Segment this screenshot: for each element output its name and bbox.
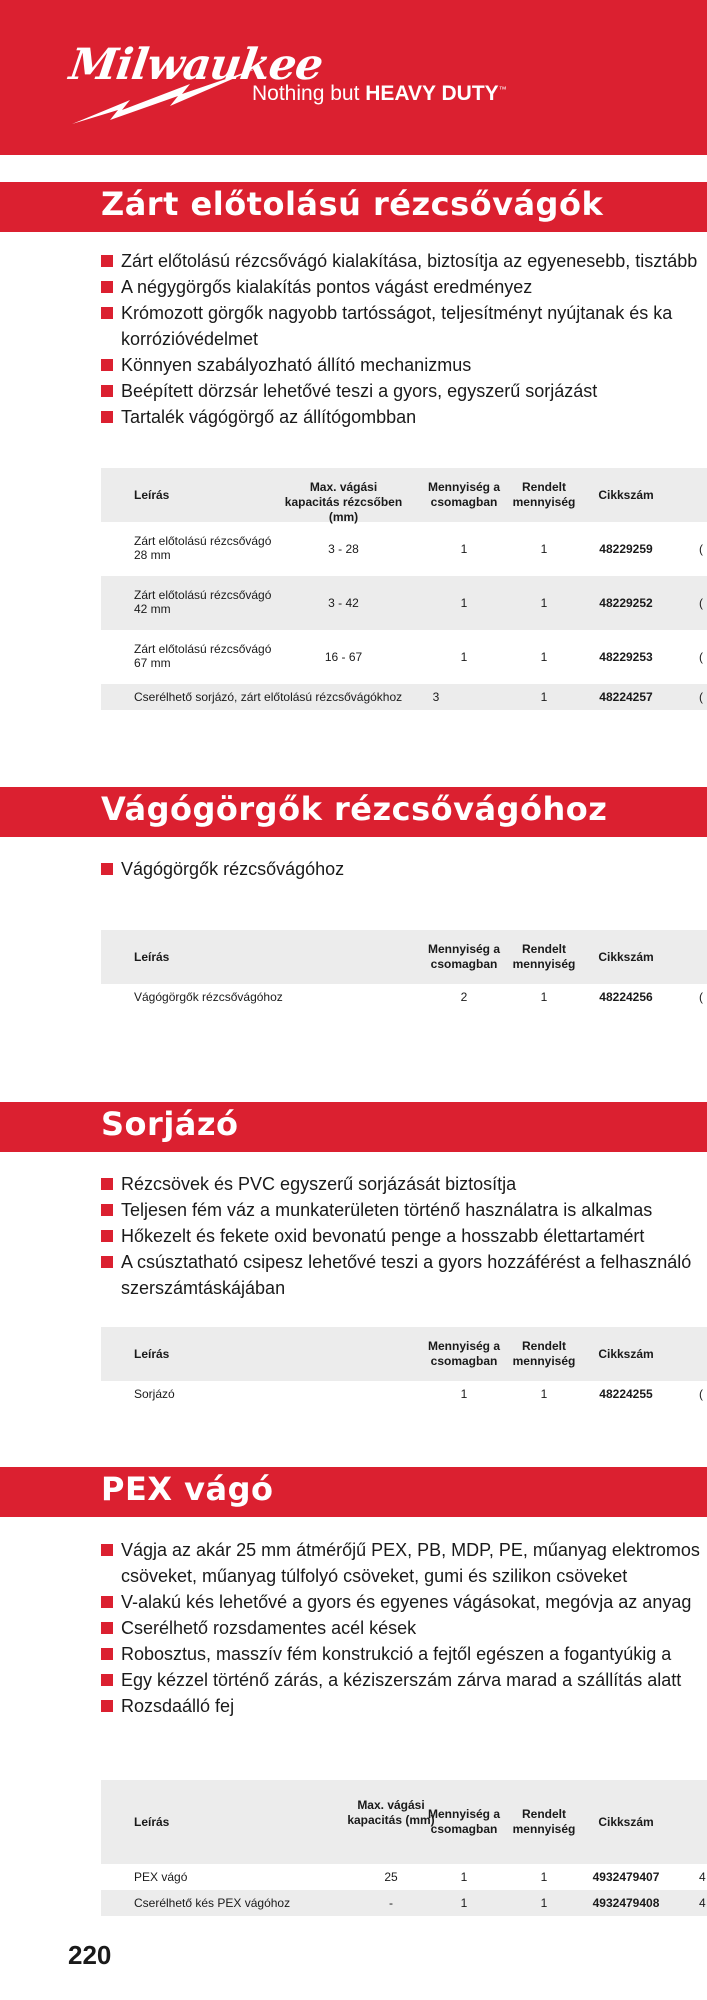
section-bar — [0, 787, 707, 837]
feature-list — [101, 1171, 691, 1301]
col-header-order-qty: Rendelt mennyiség — [512, 1807, 576, 1836]
cell-description: Cserélhető sorjázó, zárt előtolású rézcsővágókhoz — [134, 690, 403, 704]
feature-item: Rozsdaálló fej — [101, 1693, 700, 1719]
cell-description: Zárt előtolású rézcsővágó 28 mm — [134, 534, 272, 562]
cell-capacity: - — [389, 1896, 393, 1910]
feature-item: Rézcsövek és PVC egyszerű sorjázását biztosítja — [101, 1171, 691, 1197]
col-header-order-qty: Rendelt mennyiség — [512, 1339, 576, 1368]
cell-sku: 48224256 — [599, 990, 653, 1004]
cell-order-qty: 1 — [540, 1387, 548, 1401]
cell-order-qty: 1 — [540, 650, 548, 664]
cell-capacity: 3 - 42 — [328, 596, 359, 610]
cell-sku: 48224257 — [599, 690, 653, 704]
table-row — [101, 984, 707, 1010]
feature-item: Egy kézzel történő zárás, a kéziszerszám zárva marad a szállítás alatt — [101, 1667, 700, 1693]
cell-pack-qty: 3 — [432, 690, 440, 704]
cell-description: Zárt előtolású rézcsővágó 67 mm — [134, 642, 272, 670]
brand-header — [0, 0, 707, 155]
table-row — [101, 1864, 707, 1890]
feature-item-continued: szerszámtáskájában — [121, 1278, 286, 1298]
tagline-bold: HEAVY DUTY — [365, 82, 499, 105]
col-header-description: Leírás — [134, 1347, 170, 1361]
feature-list — [101, 1537, 700, 1719]
feature-item: Teljesen fém váz a munkaterületen történő használatra is alkalmas — [101, 1197, 691, 1223]
cell-sku: 4932479407 — [592, 1870, 660, 1884]
table-header — [101, 1780, 707, 1864]
feature-item: Robosztus, masszív fém konstrukció a fejtől egészen a fogantyúkig a — [101, 1641, 700, 1667]
col-header-pack-qty: Mennyiség a csomagban — [427, 1339, 501, 1368]
feature-item: Krómozott görgők nagyobb tartósságot, teljesítményt nyújtanak és ka — [101, 300, 697, 326]
col-header-order-qty: Rendelt mennyiség — [512, 480, 576, 509]
col-header-pack-qty: Mennyiség a csomagban — [427, 1807, 501, 1836]
col-header-capacity: Max. vágási kapacitás rézcsőben (mm) — [284, 480, 403, 524]
col-header-sku: Cikkszám — [598, 488, 654, 502]
tagline-prefix: Nothing but — [252, 82, 366, 105]
table-header — [101, 468, 707, 522]
cell-capacity: 16 - 67 — [324, 650, 363, 664]
table-row — [101, 1890, 707, 1916]
col-header-pack-qty: Mennyiség a csomagban — [427, 942, 501, 971]
feature-item-continued: csöveket, műanyag túlfolyó csöveket, gumi és szilikon csöveket — [121, 1566, 628, 1586]
feature-item: Hőkezelt és fekete oxid bevonatú penge a hosszabb élettartamért — [101, 1223, 691, 1249]
cell-order-qty: 1 — [540, 690, 548, 704]
feature-list — [101, 248, 697, 430]
cell-capacity: 3 - 28 — [328, 542, 359, 556]
feature-item: Cserélhető rozsdamentes acél kések — [101, 1615, 700, 1641]
section-title: Vágógörgők rézcsővágóhoz — [101, 790, 608, 828]
col-header-description: Leírás — [134, 1815, 170, 1829]
cell-capacity: 25 — [384, 1870, 398, 1884]
cell-cut-off: ( — [699, 690, 703, 704]
col-header-order-qty: Rendelt mennyiség — [512, 942, 576, 971]
cell-description: PEX vágó — [134, 1870, 188, 1884]
feature-item: Zárt előtolású rézcsővágó kialakítása, biztosítja az egyenesebb, tisztább — [101, 248, 697, 274]
section-bar — [0, 182, 707, 232]
col-header-capacity: Max. vágási kapacitás (mm) — [347, 1798, 435, 1827]
cell-cut-off: ( — [699, 990, 703, 1004]
cell-order-qty: 1 — [540, 596, 548, 610]
section-title: Zárt előtolású rézcsővágók — [101, 185, 604, 223]
feature-item: Tartalék vágógörgő az állítógombban — [101, 404, 697, 430]
lightning-bolt-icon — [70, 62, 260, 132]
table-row — [101, 1381, 707, 1407]
product-table — [101, 468, 707, 710]
cell-order-qty: 1 — [540, 1870, 548, 1884]
feature-item-continued: korrózióvédelmet — [121, 329, 259, 349]
feature-item: Könnyen szabályozható állító mechanizmus — [101, 352, 697, 378]
cell-cut-off: ( — [699, 1387, 703, 1401]
page-number: 220 — [68, 1940, 112, 1970]
cell-pack-qty: 1 — [460, 1387, 468, 1401]
cell-sku: 48229259 — [599, 542, 653, 556]
section-title: PEX vágó — [101, 1470, 274, 1508]
trademark-mark: ™ — [498, 85, 507, 94]
section-bar — [0, 1102, 707, 1152]
cell-pack-qty: 1 — [460, 650, 468, 664]
col-header-pack-qty: Mennyiség a csomagban — [427, 480, 501, 509]
feature-item: Vágja az akár 25 mm átmérőjű PEX, PB, MDP, PE, műanyag elektromos — [101, 1537, 700, 1563]
cell-sku: 48229253 — [599, 650, 653, 664]
product-table — [101, 1780, 707, 1916]
cell-cut-off: ( — [699, 596, 703, 610]
product-table — [101, 930, 707, 1010]
cell-description: Zárt előtolású rézcsővágó 42 mm — [134, 588, 272, 616]
cell-pack-qty: 2 — [460, 990, 468, 1004]
cell-order-qty: 1 — [540, 1896, 548, 1910]
feature-item: Beépített dörzsár lehetővé teszi a gyors, egyszerű sorjázást — [101, 378, 697, 404]
feature-list — [101, 856, 344, 882]
table-header — [101, 1327, 707, 1381]
cell-description: Sorjázó — [134, 1387, 175, 1401]
cell-pack-qty: 1 — [460, 1896, 468, 1910]
feature-item: V-alakú kés lehetővé a gyors és egyenes vágásokat, megóvja az anyag — [101, 1589, 700, 1615]
table-row — [101, 630, 707, 684]
cell-sku: 4932479408 — [592, 1896, 660, 1910]
feature-item: A csúsztatható csipesz lehetővé teszi a gyors hozzáférést a felhasználó — [101, 1249, 691, 1275]
section-bar — [0, 1467, 707, 1517]
cell-cut-off: ( — [699, 650, 703, 664]
milwaukee-logo: Milwaukee — [66, 40, 326, 90]
table-row — [101, 522, 707, 576]
cell-order-qty: 1 — [540, 542, 548, 556]
feature-item: Vágógörgők rézcsővágóhoz — [101, 856, 344, 882]
col-header-sku: Cikkszám — [598, 1815, 654, 1829]
table-row — [101, 576, 707, 630]
cell-cut-off: 4 — [699, 1896, 706, 1910]
table-row — [101, 684, 707, 710]
col-header-description: Leírás — [134, 950, 170, 964]
cell-sku: 48229252 — [599, 596, 653, 610]
col-header-sku: Cikkszám — [598, 1347, 654, 1361]
cell-sku: 48224255 — [599, 1387, 653, 1401]
cell-pack-qty: 1 — [460, 542, 468, 556]
col-header-sku: Cikkszám — [598, 950, 654, 964]
brand-tagline — [252, 82, 507, 106]
cell-description: Cserélhető kés PEX vágóhoz — [134, 1896, 291, 1910]
col-header-description: Leírás — [134, 488, 170, 502]
cell-pack-qty: 1 — [460, 1870, 468, 1884]
cell-cut-off: ( — [699, 542, 703, 556]
cell-description: Vágógörgők rézcsővágóhoz — [134, 990, 283, 1004]
product-table — [101, 1327, 707, 1407]
cell-pack-qty: 1 — [460, 596, 468, 610]
feature-item: A négygörgős kialakítás pontos vágást eredményez — [101, 274, 697, 300]
section-title: Sorjázó — [101, 1105, 239, 1143]
cell-order-qty: 1 — [540, 990, 548, 1004]
cell-cut-off: 4 — [699, 1870, 706, 1884]
table-header — [101, 930, 707, 984]
